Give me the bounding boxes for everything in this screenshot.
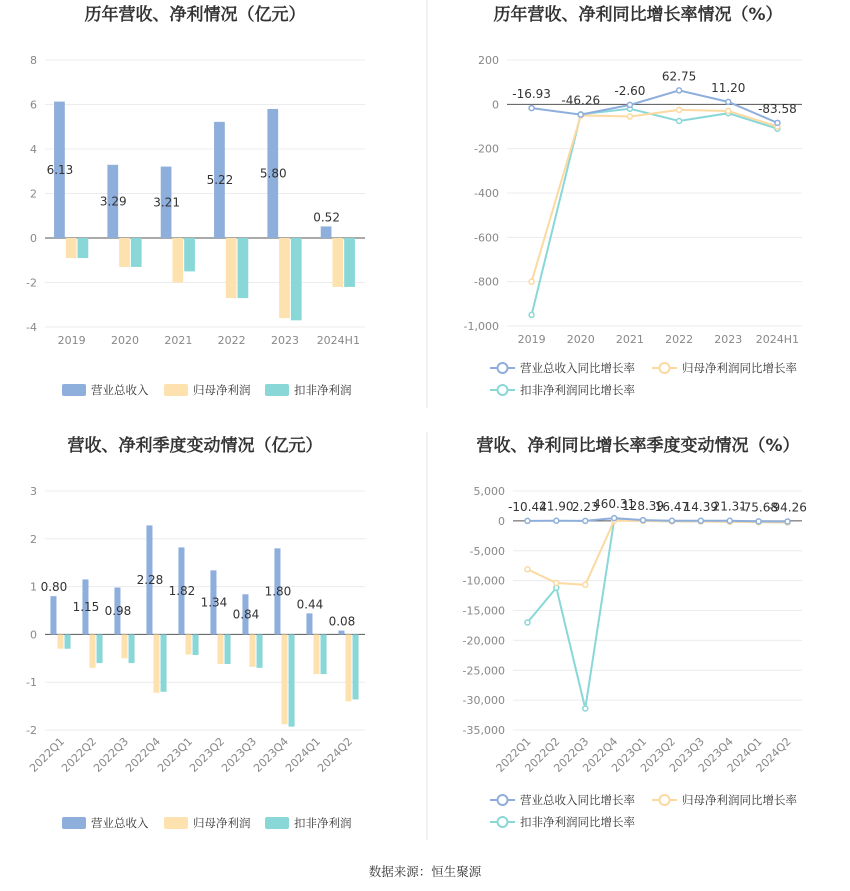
data-label: -75.68 — [739, 500, 778, 515]
data-label: -2.60 — [614, 83, 646, 98]
data-point — [627, 114, 632, 119]
series-line — [532, 109, 778, 315]
series-line — [532, 110, 778, 282]
series-line — [527, 518, 787, 521]
y-tick-label: 0 — [492, 98, 499, 112]
data-label: 460.31 — [593, 497, 636, 512]
bar — [65, 634, 71, 648]
x-tick-label: 2022Q4 — [123, 734, 164, 775]
bar — [279, 238, 290, 318]
data-point — [525, 620, 530, 625]
bar — [217, 634, 223, 664]
bar — [172, 238, 183, 283]
x-tick-label: 2023Q2 — [638, 734, 679, 775]
x-tick-label: 2020 — [566, 333, 595, 346]
data-label: 11.20 — [711, 80, 746, 95]
legend-label: 扣非净利润 — [294, 816, 352, 830]
data-label: 14.39 — [683, 499, 719, 514]
data-label: 5.80 — [259, 166, 287, 181]
legend-item — [164, 383, 251, 397]
y-tick-label: -4 — [26, 321, 37, 334]
legend-swatch — [62, 384, 86, 396]
data-point — [726, 108, 731, 113]
bar — [226, 238, 237, 298]
bar — [249, 634, 255, 667]
legend-label: 扣非净利润同比增长率 — [520, 383, 635, 397]
legend-label: 归母净利润 — [193, 383, 251, 397]
legend-item — [490, 361, 635, 375]
y-tick-label: 0 — [30, 628, 37, 642]
data-label: 128.39 — [622, 499, 665, 514]
legend-item — [265, 383, 352, 397]
legend-item — [490, 815, 635, 829]
data-point — [529, 106, 534, 111]
quarter-bar-chart — [26, 435, 365, 830]
x-tick-label: 2019 — [57, 334, 86, 347]
bar — [238, 238, 249, 298]
x-tick-label: 2022Q2 — [522, 734, 563, 775]
data-label: 0.52 — [313, 210, 340, 225]
chart-title: 历年营收、净利情况（亿元） — [84, 5, 306, 25]
x-tick-label: 2023Q2 — [187, 734, 228, 775]
data-point — [554, 518, 559, 523]
y-tick-label: -2 — [26, 276, 37, 290]
legend-label: 归母净利润同比增长率 — [682, 793, 797, 807]
data-point — [669, 518, 674, 523]
data-label: 1.82 — [168, 583, 196, 598]
bar — [193, 634, 199, 655]
data-label: 0.84 — [232, 607, 260, 622]
legend-swatch — [265, 384, 289, 396]
data-label: 6.13 — [46, 162, 74, 177]
data-label: 1.80 — [264, 584, 292, 599]
bar — [129, 634, 135, 663]
data-point — [726, 99, 731, 104]
data-point — [578, 112, 583, 117]
x-tick-label: 2022Q3 — [551, 734, 592, 775]
y-tick-label: 5,000 — [473, 485, 505, 498]
bar — [184, 238, 195, 271]
x-tick-label: 2023Q3 — [666, 734, 707, 775]
bar — [338, 631, 344, 635]
y-tick-label: -30,000 — [462, 694, 505, 708]
data-point — [525, 518, 530, 523]
x-tick-label: 2024H1 — [316, 334, 360, 347]
data-label: -83.58 — [758, 101, 797, 116]
legend-item — [62, 383, 149, 397]
chart-title: 营收、净利季度变动情况（亿元） — [67, 436, 323, 456]
data-point — [677, 107, 682, 112]
y-tick-label: 0 — [498, 514, 505, 528]
data-label: 0.80 — [40, 580, 68, 595]
data-point — [698, 518, 703, 523]
x-tick-label: 2024H1 — [755, 333, 800, 346]
bar — [291, 238, 302, 320]
quarter-line-chart — [463, 435, 807, 829]
bar — [50, 596, 56, 634]
y-tick-label: -800 — [474, 275, 499, 289]
x-tick-label: 2023 — [271, 334, 299, 347]
legend-label: 营业总收入同比增长率 — [520, 793, 635, 807]
y-tick-label: -10,000 — [462, 574, 505, 588]
legend-swatch — [62, 817, 86, 829]
x-tick-label: 2024Q2 — [753, 734, 794, 775]
x-tick-label: 2022 — [217, 334, 246, 347]
data-point — [612, 516, 617, 521]
data-label: -10.44 — [508, 499, 547, 514]
y-tick-label: 3 — [30, 485, 37, 498]
x-tick-label: 2023Q1 — [609, 734, 650, 775]
y-tick-label: -200 — [474, 142, 499, 156]
x-tick-label: 2024Q1 — [724, 734, 765, 775]
legend-item — [164, 816, 251, 830]
data-label: 21.31 — [712, 499, 747, 514]
legend-swatch — [164, 384, 188, 396]
legend-label: 归母净利润 — [193, 816, 251, 830]
data-label: 1.15 — [72, 599, 100, 614]
legend-swatch — [164, 817, 188, 829]
data-point — [525, 567, 530, 572]
bar — [257, 634, 263, 667]
legend-marker — [660, 795, 670, 805]
bar — [321, 634, 327, 674]
data-point — [583, 706, 588, 711]
legend-label: 营业总收入 — [91, 383, 149, 397]
y-tick-label: -15,000 — [462, 604, 505, 618]
x-tick-label: 2023Q3 — [219, 734, 260, 775]
y-tick-label: -2 — [26, 724, 37, 737]
bar — [344, 238, 355, 287]
y-tick-label: -1,000 — [463, 320, 499, 333]
bar — [353, 634, 359, 699]
y-tick-label: 0 — [30, 232, 37, 245]
x-tick-label: 2022Q1 — [27, 734, 68, 775]
bar — [153, 634, 159, 692]
y-tick-label: 1 — [30, 580, 37, 594]
data-label: 0.98 — [104, 603, 132, 618]
data-label: 1.34 — [200, 595, 228, 610]
bar — [89, 634, 95, 667]
data-label: 0.44 — [296, 597, 324, 612]
data-label: 3.29 — [99, 194, 127, 209]
bar — [345, 634, 351, 701]
y-tick-label: -35,000 — [462, 724, 505, 737]
x-tick-label: 2022 — [665, 333, 694, 346]
legend-item — [490, 383, 635, 397]
x-tick-label: 2023Q4 — [695, 734, 736, 775]
y-tick-label: 8 — [30, 54, 37, 67]
legend-marker — [498, 795, 508, 805]
bar — [306, 613, 312, 634]
bar — [66, 238, 77, 258]
legend-swatch — [265, 817, 289, 829]
x-tick-label: 2020 — [111, 334, 139, 347]
legend-item — [265, 816, 352, 830]
data-point — [785, 519, 790, 524]
legend-item — [652, 793, 797, 807]
x-tick-label: 2023Q1 — [155, 734, 196, 775]
data-label: 2.28 — [136, 572, 164, 587]
data-label: -94.26 — [768, 500, 807, 515]
data-point — [627, 102, 632, 107]
bar — [131, 238, 142, 267]
data-label: -16.93 — [512, 87, 551, 102]
bar — [321, 226, 332, 238]
data-point — [756, 519, 761, 524]
data-point — [583, 518, 588, 523]
bar — [78, 238, 89, 258]
legend-marker — [660, 363, 670, 373]
annual-bar-chart — [26, 4, 365, 397]
legend-marker — [498, 363, 508, 373]
legend-label: 扣非净利润 — [294, 383, 352, 397]
bar — [225, 634, 231, 664]
data-label: 16.47 — [654, 499, 690, 514]
x-tick-label: 2024Q2 — [315, 734, 356, 775]
y-tick-label: -20,000 — [462, 634, 505, 648]
chart-title: 历年营收、净利同比增长率情况（%） — [493, 5, 783, 25]
y-tick-label: 2 — [30, 532, 37, 546]
data-point — [529, 312, 534, 317]
legend-label: 归母净利润同比增长率 — [682, 361, 797, 375]
x-tick-label: 2022Q2 — [59, 734, 100, 775]
chart-title: 营收、净利同比增长率季度变动情况（%） — [476, 436, 800, 456]
bar — [332, 238, 343, 287]
legend-item — [62, 816, 149, 830]
bar — [313, 634, 319, 674]
data-point — [775, 120, 780, 125]
legend-marker — [498, 817, 508, 827]
data-point — [583, 582, 588, 587]
y-tick-label: -600 — [474, 231, 499, 245]
data-point — [641, 518, 646, 523]
y-tick-label: 2 — [30, 187, 37, 201]
x-tick-label: 2019 — [517, 333, 546, 346]
legend-item — [490, 793, 635, 807]
legend-label: 营业总收入同比增长率 — [520, 361, 635, 375]
data-point — [554, 581, 559, 586]
data-label: 0.08 — [328, 614, 356, 629]
data-label: 21.90 — [539, 499, 574, 514]
bar — [289, 634, 295, 726]
data-point — [677, 88, 682, 93]
data-label: 62.75 — [661, 69, 697, 84]
y-tick-label: -25,000 — [462, 664, 505, 678]
y-tick-label: -5,000 — [469, 544, 505, 558]
y-tick-label: 200 — [478, 54, 499, 67]
y-tick-label: 6 — [30, 98, 37, 112]
legend-marker — [498, 385, 508, 395]
bar — [185, 634, 191, 654]
x-tick-label: 2021 — [164, 334, 193, 347]
series-line — [527, 521, 787, 585]
data-label: 2.23 — [571, 499, 599, 514]
data-label: -46.26 — [561, 93, 601, 108]
y-tick-label: 4 — [30, 143, 37, 156]
data-label: 5.22 — [206, 172, 234, 187]
x-tick-label: 2022Q1 — [493, 734, 534, 775]
x-tick-label: 2024Q1 — [283, 734, 324, 775]
bar — [119, 238, 130, 267]
x-tick-label: 2022Q4 — [580, 734, 621, 775]
data-point — [727, 518, 732, 523]
y-tick-label: -400 — [474, 187, 499, 200]
bar — [57, 634, 63, 648]
legend-label: 营业总收入 — [91, 816, 149, 830]
legend-item — [652, 361, 797, 375]
data-point — [677, 118, 682, 123]
annual-line-chart — [464, 4, 802, 397]
data-source: 数据来源：恒生聚源 — [368, 864, 482, 879]
data-label: 3.21 — [153, 195, 180, 210]
x-tick-label: 2023Q4 — [251, 734, 292, 775]
bar — [97, 634, 103, 663]
bar — [161, 634, 167, 691]
data-point — [529, 279, 534, 284]
x-tick-label: 2022Q3 — [91, 734, 132, 775]
x-tick-label: 2023 — [714, 333, 743, 346]
x-tick-label: 2021 — [615, 333, 644, 346]
bar — [281, 634, 287, 724]
legend-label: 扣非净利润同比增长率 — [520, 815, 635, 829]
bar — [121, 634, 127, 658]
y-tick-label: -1 — [26, 676, 37, 690]
series-line — [527, 520, 787, 708]
